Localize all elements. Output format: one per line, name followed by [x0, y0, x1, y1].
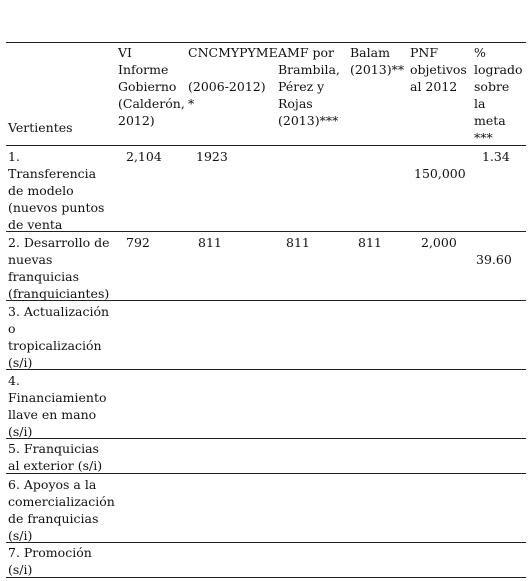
row-vertiente: 4. Financiamiento llave en mano (s/i)	[8, 373, 107, 439]
table-row	[6, 301, 526, 370]
header-pct: % logrado sobre la meta ***	[474, 45, 523, 145]
table-row	[6, 543, 526, 578]
header-cncmypyme: CNCMYPYME (2006-2012) *	[188, 45, 278, 111]
row-vi-informe: 792	[126, 235, 150, 250]
table-row	[6, 439, 526, 474]
table-row	[6, 370, 526, 439]
row-cncmypyme: 1923	[196, 149, 228, 164]
row-cncmypyme: 811	[198, 235, 222, 250]
row-vertiente: 2. Desarrollo de nuevas franquicias (franquiciantes)	[8, 235, 110, 301]
row-pnf: 150,000	[414, 166, 466, 181]
table-header-row	[6, 42, 526, 146]
row-pnf: 2,000	[421, 235, 457, 250]
header-vertientes: Vertientes	[8, 120, 73, 135]
row-pct: 39.60	[476, 252, 512, 267]
row-vertiente: 6. Apoyos a la comercialización de franquicias (s/i)	[8, 477, 115, 543]
row-vi-informe: 2,104	[126, 149, 162, 164]
row-vertiente: 3. Actualización o tropicalización (s/i)	[8, 304, 110, 370]
table-row	[6, 232, 526, 301]
header-vi-informe: VI Informe Gobierno (Calderón, 2012)	[118, 45, 185, 128]
row-amf: 811	[286, 235, 310, 250]
header-pnf: PNF objetivos al 2012	[410, 45, 467, 94]
row-balam: 811	[358, 235, 382, 250]
table-row	[6, 474, 526, 543]
header-balam: Balam (2013)**	[350, 45, 405, 77]
row-vertiente: 5. Franquicias al exterior (s/i)	[8, 441, 103, 473]
row-pct: 1.34	[482, 149, 510, 164]
row-vertiente: 7. Promoción (s/i)	[8, 545, 92, 577]
header-amf: AMF por Brambila, Pérez y Rojas (2013)***	[278, 45, 340, 128]
row-vertiente: 1. Transferencia de modelo (nuevos puntos de venta	[8, 149, 105, 232]
table-row	[6, 146, 526, 232]
